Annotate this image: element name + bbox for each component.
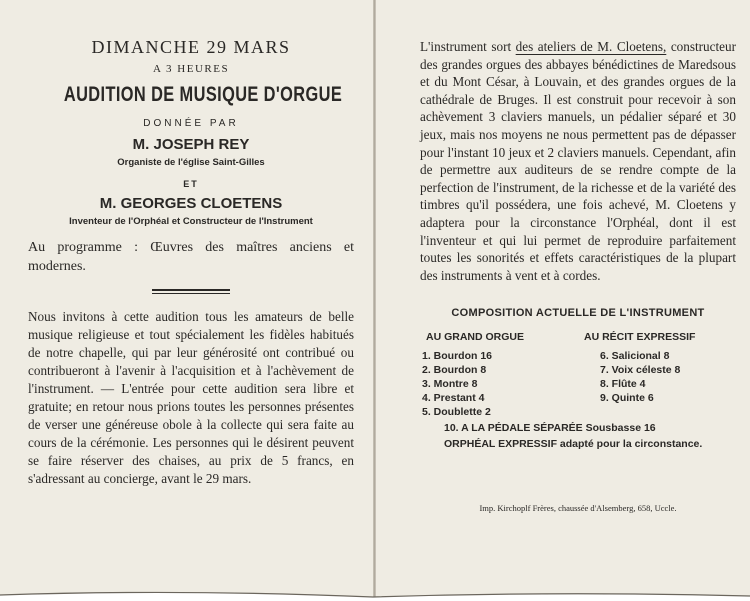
given-by-label: DONNÉE PAR	[143, 118, 239, 129]
stop-item: 3. Montre 8	[422, 377, 478, 390]
intro-lead: L'instrument sort	[420, 39, 512, 54]
swell-heading: AU RÉCIT EXPRESSIF	[584, 331, 696, 344]
stop-item: 7. Voix céleste 8	[600, 364, 681, 377]
performer-name: M. JOSEPH REY	[132, 136, 250, 153]
stop-item: 9. Quinte 6	[600, 391, 654, 404]
builder-name: M. GEORGES CLOETENS	[99, 195, 283, 212]
orpheal-line: ORPHÉAL EXPRESSIF adapté pour la circonstance.	[444, 438, 703, 451]
great-organ-column	[420, 330, 578, 419]
performer-role: Organiste de l'église Saint-Gilles	[117, 157, 265, 168]
paper-edge	[0, 587, 750, 601]
pedal-line: 10. A LA PÉDALE SÉPARÉE Sousbasse 16	[444, 422, 656, 435]
event-date: DIMANCHE 29 MARS	[91, 37, 291, 57]
composition-title: COMPOSITION ACTUELLE DE L'INSTRUMENT	[451, 307, 705, 320]
instrument-paragraph	[420, 38, 736, 284]
invitation-paragraph: Nous invitons à cette audition tous les amateurs de belle musique religieuse et tout spécialement les fidèles habitués de notre chapelle, qui par leur générosité ont contribué ou contribueront à l'avenir à l'acquisition et à l'achèvement de l'instrument. — L'entrée pour cette audition sera libre et gratuite; en retour nous prions toutes les personnes présentes de verser une généreuse obole à la collecte qui sera faite au cours de la cérémonie. Les personnes qui le désirent peuvent se faire réserver des chaises, au prix de 5 francs, en s'adressant au concierge, avant le 29 mars.	[28, 309, 354, 486]
stop-item: 5. Doublette 2	[422, 405, 491, 418]
programme-text: Au programme : Œuvres des maîtres anciens et modernes.	[28, 240, 354, 274]
stops-columns	[420, 330, 736, 419]
event-time: A 3 HEURES	[152, 63, 230, 75]
great-organ-heading: AU GRAND ORGUE	[426, 331, 525, 344]
event-title: AUDITION DE MUSIQUE D'ORGUE	[63, 83, 343, 106]
stop-item: 2. Bourdon 8	[422, 364, 487, 377]
right-page	[376, 0, 750, 601]
builder-role: Inventeur de l'Orphéal et Constructeur de l'Instrument	[69, 216, 313, 227]
left-page	[0, 0, 374, 601]
stop-item: 1. Bourdon 16	[422, 350, 493, 363]
intro-rest: constructeur des grandes orgues des abbayes bénédictines de Maredsous et du Mont César, à Louvain, et des grandes orgues de la cathédrale de Bruges. Il est construit pour recevoir à son achèvement 3 claviers manuels, un pédalier séparé et 30 jeux, mais nos moyens ne nous permettent pas de dépasser pour l'instant 10 jeux et 2 claviers manuels. Cependant, afin de permettre aux auditeurs de se rendre compte de la perfection de l'instrument, de la richesse et de la variété des timbres qu'il possédera, une fois achevé, M. Cloetens y adaptera pour la circonstance l'Orphéal, dont il est l'inventeur et qui lui permet de reproduire parfaitement toutes les sonorités et effets caractéristiques de la plupart des instruments à vent et à cordes.	[420, 39, 736, 283]
intro-underlined: des ateliers de M. Cloetens,	[515, 39, 667, 54]
stop-item: 6. Salicional 8	[600, 350, 670, 363]
stop-item: 8. Flûte 4	[600, 377, 646, 390]
divider-rule	[152, 289, 230, 294]
and-label: ET	[183, 179, 199, 189]
stop-item: 4. Prestant 4	[422, 391, 485, 404]
swell-column	[578, 330, 736, 419]
printer-imprint: Imp. Kirchoplf Frères, chaussée d'Alsemberg, 658, Uccle.	[479, 503, 677, 514]
